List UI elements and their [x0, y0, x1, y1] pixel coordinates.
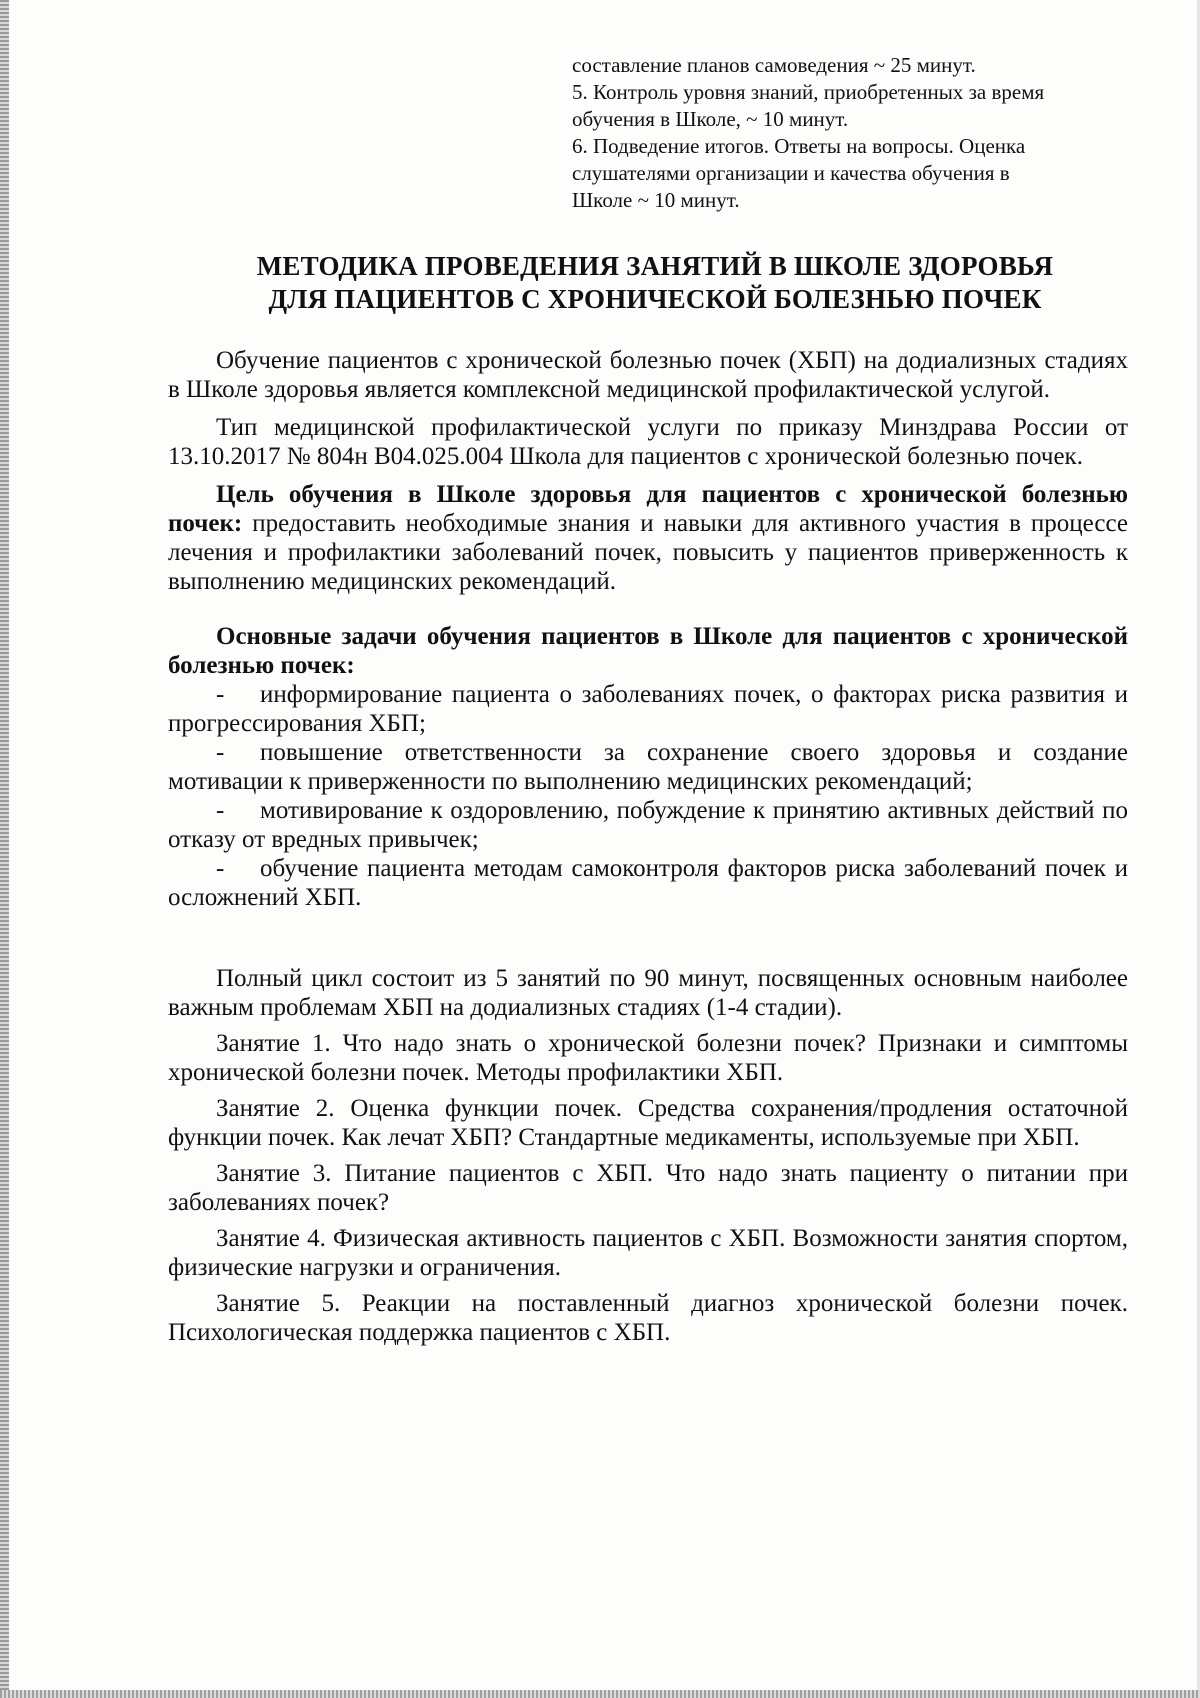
lesson-paragraph: Занятие 2. Оценка функции почек. Средства сохранения/продления остаточной функции почек. Как лечат ХБП? Стандартные медикаменты, используемые при ХБП. — [168, 1095, 1128, 1151]
dash-bullet: - — [216, 681, 225, 708]
title-line-2: ДЛЯ ПАЦИЕНТОВ С ХРОНИЧЕСКОЙ БОЛЕЗНЬЮ ПОЧЕК — [268, 284, 1042, 314]
lesson-paragraph: Занятие 1. Что надо знать о хронической болезни почек? Признаки и симптомы хронической болезни почек. Методы профилактики ХБП. — [168, 1030, 1128, 1086]
cycle-paragraph: Полный цикл состоит из 5 занятий по 90 минут, посвященных основным наиболее важным проблемам ХБП на додиализных стадиях (1-4 стадии). — [168, 965, 1128, 1021]
list-item: - обучение пациента методам самоконтроля факторов риска заболеваний почек и осложнений ХБП. — [168, 855, 1128, 911]
list-item: - информирование пациента о заболеваниях почек, о факторах риска развития и прогрессирования ХБП; — [168, 681, 1128, 737]
goal-label: Цель обучения в Школе здоровья для пациентов с хронической болезнью почек: — [168, 481, 1128, 537]
service-type-paragraph: Тип медицинской профилактической услуги по приказу Минздрава России от 13.10.2017 № 804н B04.025.004 Школа для пациентов с хронической болезнью почек. — [168, 414, 1128, 470]
agenda-line: составление планов самоведения ~ 25 минут. — [572, 53, 976, 77]
list-item: - мотивирование к оздоровлению, побуждение к принятию активных действий по отказу от вредных привычек; — [168, 797, 1128, 853]
continued-agenda-list — [572, 52, 1132, 214]
section-title — [170, 250, 1140, 316]
list-item: - повышение ответственности за сохранение своего здоровья и создание мотивации к приверженности по выполнению медицинских рекомендаций; — [168, 739, 1128, 795]
goal-paragraph — [168, 480, 1128, 596]
scan-bottom-edge — [0, 1690, 1200, 1698]
title-line-1: МЕТОДИКА ПРОВЕДЕНИЯ ЗАНЯТИЙ В ШКОЛЕ ЗДОРОВЬЯ — [256, 251, 1054, 281]
dash-bullet: - — [216, 855, 225, 882]
dash-bullet: - — [216, 797, 225, 824]
lesson-paragraph: Занятие 5. Реакции на поставленный диагноз хронической болезни почек. Психологическая поддержка пациентов с ХБП. — [168, 1290, 1128, 1346]
agenda-line: слушателями организации и качества обучения в — [572, 161, 1010, 185]
agenda-line: 5. Контроль уровня знаний, приобретенных за время — [572, 80, 1045, 104]
agenda-line: Школе ~ 10 минут. — [572, 188, 740, 212]
lesson-paragraph: Занятие 3. Питание пациентов с ХБП. Что надо знать пациенту о питании при заболеваниях почек? — [168, 1160, 1128, 1216]
intro-paragraph: Обучение пациентов с хронической болезнью почек (ХБП) на додиализных стадиях в Школе здоровья является комплексной медицинской профилактической услугой. — [168, 347, 1128, 403]
scan-left-edge — [0, 0, 9, 1698]
agenda-line: обучения в Школе, ~ 10 минут. — [572, 107, 849, 131]
tasks-list — [168, 680, 1128, 912]
dash-bullet: - — [216, 739, 225, 766]
goal-text: предоставить необходимые знания и навыки для активного участия в процессе лечения и профилактики заболеваний почек, повысить у пациентов приверженность к выполнению медицинских рекомендаций. — [168, 510, 1128, 595]
tasks-heading: Основные задачи обучения пациентов в Школе для пациентов с хронической болезнью почек: — [168, 623, 1128, 679]
lesson-paragraph: Занятие 4. Физическая активность пациентов с ХБП. Возможности занятия спортом, физические нагрузки и ограничения. — [168, 1225, 1128, 1281]
main-text — [168, 346, 1128, 1347]
agenda-line: 6. Подведение итогов. Ответы на вопросы. Оценка — [572, 134, 1026, 158]
